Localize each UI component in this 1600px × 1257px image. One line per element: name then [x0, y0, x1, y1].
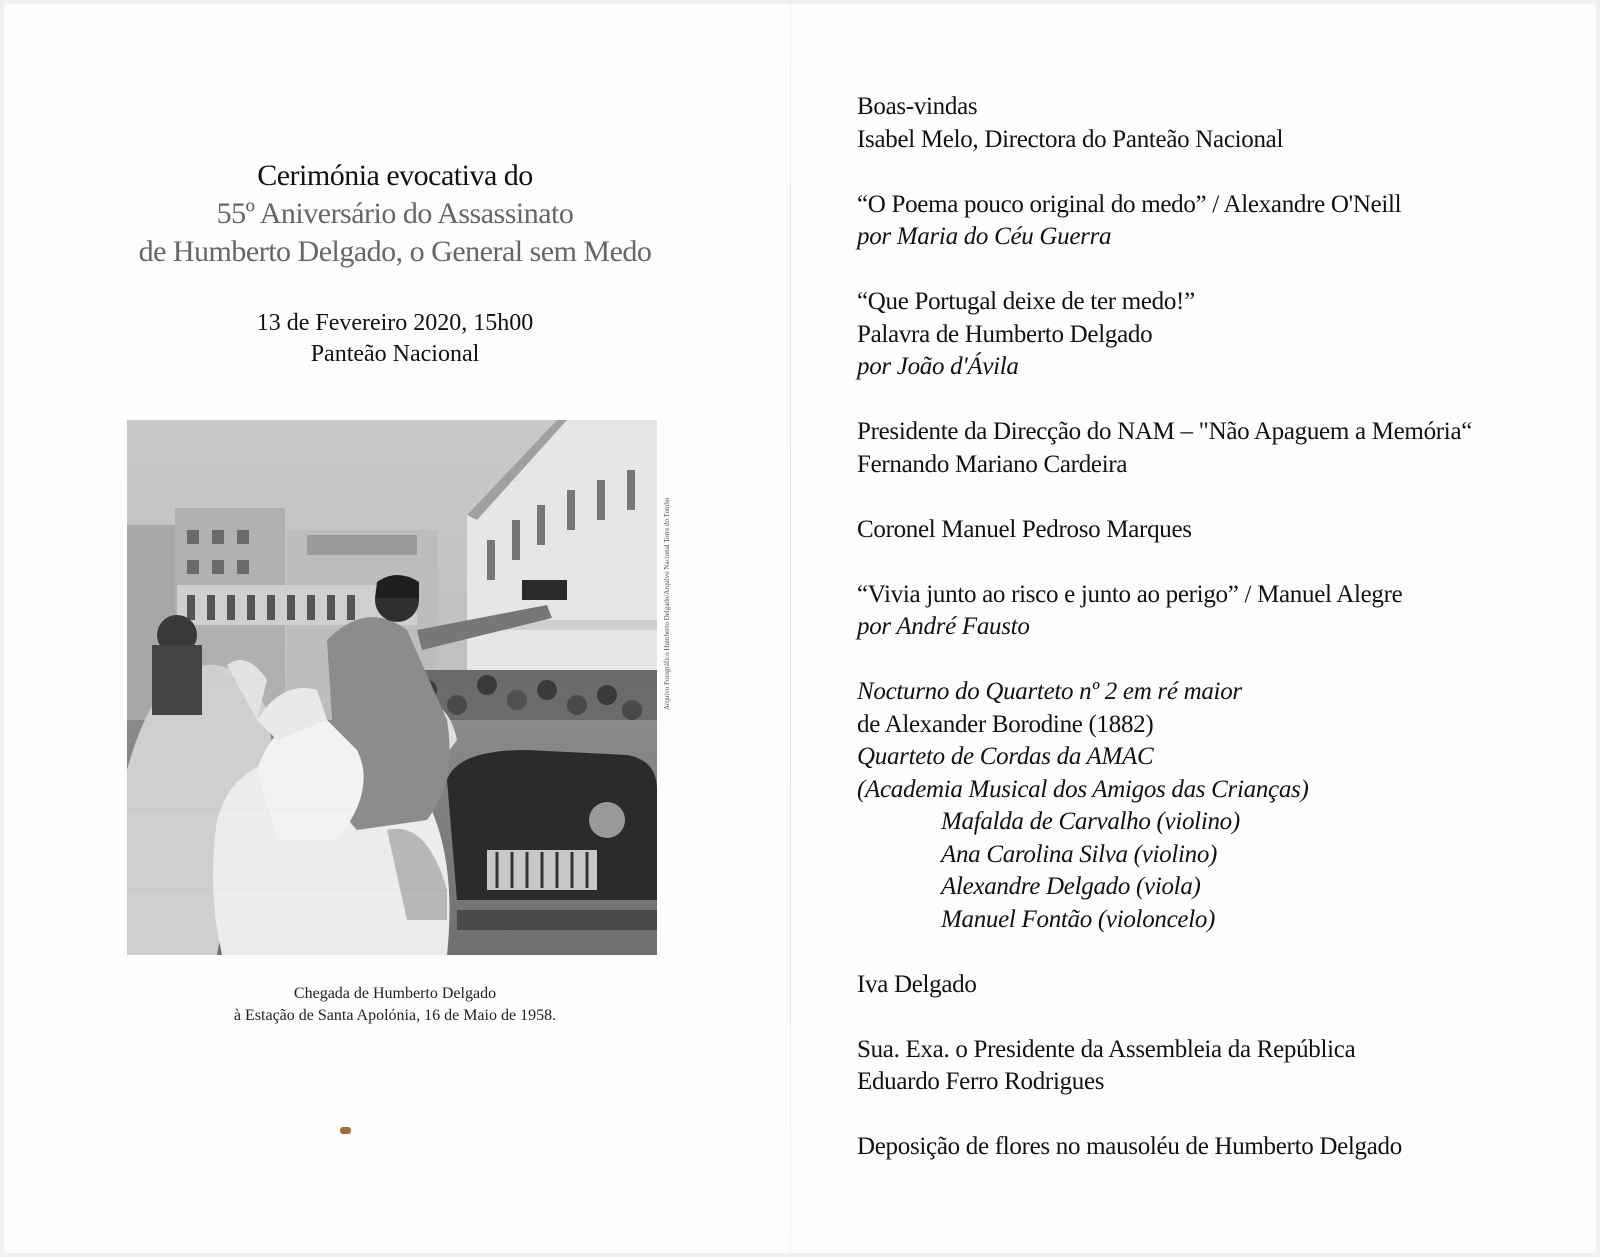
program-item-iva: Iva Delgado — [857, 970, 977, 998]
program-item-poem-1: “O Poema pouco original do medo” / Alexandre O'Neill — [857, 190, 1402, 218]
program-item-nam-speaker: Fernando Mariano Cardeira — [857, 450, 1128, 478]
musician-3: Alexandre Delgado (viola) — [941, 873, 1201, 900]
program-item-nam: Presidente da Direcção do NAM – "Não Apaguem a Memória“ — [857, 418, 1473, 445]
program-item-quote-reader: por João d'Ávila — [857, 353, 1019, 380]
caption-line-1: Chegada de Humberto Delgado — [293, 985, 497, 1002]
program-item-music-composer: de Alexander Borodine (1882) — [857, 710, 1154, 738]
title-line-1: Cerimónia evocativa do — [257, 159, 533, 192]
event-venue: Panteão Nacional — [310, 341, 480, 367]
program-item-welcome: Boas-vindas — [857, 93, 978, 120]
program-item-music-academy: (Academia Musical dos Amigos das Crianças) — [857, 775, 1309, 803]
program-item-quote: “Que Portugal deixe de ter medo!” — [857, 288, 1195, 315]
musician-2: Ana Carolina Silva (violino) — [941, 840, 1218, 868]
program-item-president: Sua. Exa. o Presidente da Assembleia da República — [857, 1035, 1356, 1063]
program-item-music-ensemble: Quarteto de Cordas da AMAC — [857, 743, 1154, 770]
program-item-welcome-speaker: Isabel Melo, Directora do Panteão Nacional — [857, 125, 1284, 153]
left-page — [0, 0, 790, 1257]
program-item-president-name: Eduardo Ferro Rodrigues — [857, 1068, 1105, 1095]
program-item-poem-2-reader: por André Fausto — [857, 613, 1030, 640]
program-item-poem-1-reader: por Maria do Céu Guerra — [857, 223, 1112, 250]
photo-credit: Arquivo Fotográfico Humberto Delgado/Arquivo Nacional Torre do Tombo — [663, 497, 671, 710]
program-item-music-title: Nocturno do Quarteto nº 2 em ré maior — [857, 678, 1242, 705]
program-list — [857, 91, 1577, 1164]
title-line-2: 55º Aniversário do Assassinato — [216, 197, 574, 230]
program-item-poem-2: “Vivia junto ao risco e junto ao perigo” / Manuel Alegre — [857, 580, 1403, 608]
photo-caption — [0, 983, 790, 1027]
event-date-venue — [0, 308, 790, 370]
title-line-3: de Humberto Delgado, o General sem Medo — [138, 235, 652, 268]
photo-illustration — [127, 420, 657, 955]
program-item-flowers: Deposição de flores no mausoléu de Humberto Delgado — [857, 1133, 1402, 1160]
event-title — [0, 157, 790, 271]
program-item-coronel: Coronel Manuel Pedroso Marques — [857, 515, 1192, 543]
program-item-quote-source: Palavra de Humberto Delgado — [857, 320, 1153, 348]
paper-mark — [340, 1127, 351, 1134]
musician-1: Mafalda de Carvalho (violino) — [941, 808, 1240, 835]
musician-4: Manuel Fontão (violoncelo) — [941, 905, 1216, 933]
historical-photo — [127, 420, 657, 955]
event-date: 13 de Fevereiro 2020, 15h00 — [256, 310, 534, 336]
caption-line-2: à Estação de Santa Apolónia, 16 de Maio de 1958. — [233, 1007, 557, 1024]
